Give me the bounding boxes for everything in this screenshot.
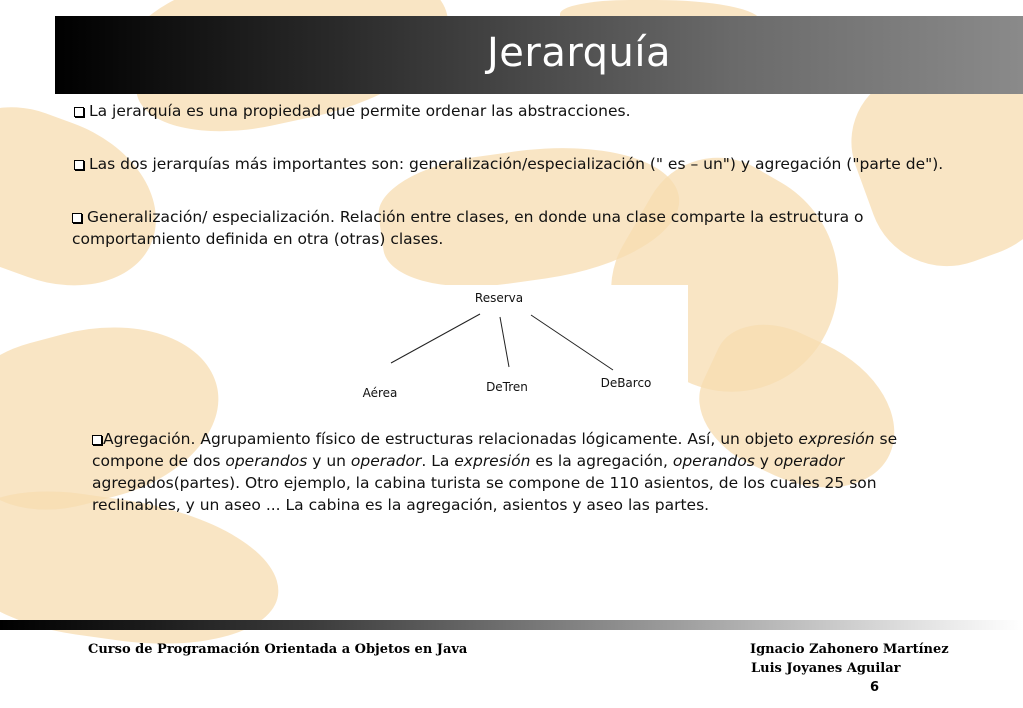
bullet-2: Las dos jerarquías más importantes son: generalización/especialización (" es – un") y agregación ("parte de"). [74, 153, 1014, 175]
diagram-root-label: Reserva [474, 291, 524, 305]
footer-author-2: Luis Joyanes Aguilar [751, 661, 901, 676]
hierarchy-diagram [334, 285, 688, 417]
aggregation-paragraph: Agregación. Agrupamiento físico de estructuras relacionadas lógicamente. Así, un objeto expresión se compone de dos operandos y un operador. La expresión es la agregación, operandos y operador agregados(partes). Otro ejemplo, la cabina turista se compone de 110 asientos, de los cuales 25 son reclinables, y un aseo ... La cabina es la agregación, asientos y aseo las partes. [92, 430, 898, 514]
bullet-3: Generalización/ especialización. Relación entre clases, en donde una clase comparte la estructura o comportamiento definida en otra (otras) clases. [72, 208, 864, 248]
checkbox-bullet-icon [92, 435, 102, 445]
diagram-child-label: Aérea [362, 386, 398, 400]
checkbox-bullet-icon [74, 160, 84, 170]
diagram-edge [391, 314, 480, 363]
diagram-child-label: DeTren [486, 380, 528, 394]
page-number: 6 [870, 680, 880, 695]
hierarchy-diagram-svg [334, 285, 688, 417]
checkbox-bullet-icon [72, 213, 82, 223]
footer-author-1: Ignacio Zahonero Martínez [750, 642, 949, 657]
checkbox-bullet-icon [74, 107, 84, 117]
diagram-child-label: DeBarco [600, 376, 652, 390]
bullet-1: La jerarquía es una propiedad que permite ordenar las abstracciones. [74, 100, 1004, 122]
slide-title: Jerarquía [487, 30, 671, 76]
diagram-edge [500, 317, 509, 367]
diagram-edge [531, 315, 613, 370]
footer-course: Curso de Programación Orientada a Objetos en Java [88, 642, 468, 657]
footer-bar [0, 620, 1023, 630]
title-bar [55, 16, 1023, 94]
